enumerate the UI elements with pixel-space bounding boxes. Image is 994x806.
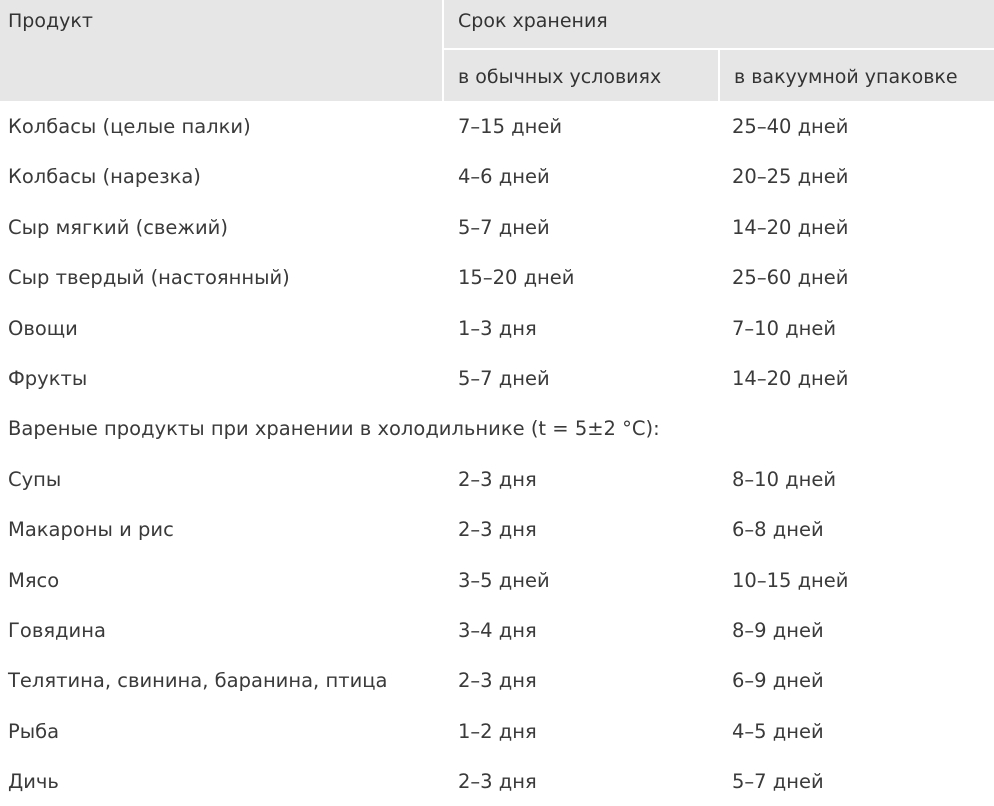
product-cell: Колбасы (нарезка) [8, 165, 201, 189]
table-row [0, 252, 994, 302]
table-row [0, 151, 994, 201]
normal-cell: 2–3 дня [458, 518, 537, 542]
table-row [0, 706, 994, 756]
normal-cell: 5–7 дней [458, 366, 550, 390]
vacuum-cell: 6–8 дней [732, 518, 824, 542]
header-vacuum-cell [720, 50, 994, 101]
vacuum-cell: 14–20 дней [732, 215, 849, 239]
vacuum-cell: 25–40 дней [732, 115, 849, 138]
product-cell: Телятина, свинина, баранина, птица [8, 669, 388, 693]
table-row [0, 555, 994, 605]
vacuum-cell: 7–10 дней [732, 316, 837, 340]
vacuum-cell: 8–9 дней [732, 618, 824, 642]
section-note: Вареные продукты при хранении в холодильнике (t = 5±2 °С): [8, 417, 660, 441]
product-cell: Макароны и рис [8, 518, 174, 542]
product-cell: Рыба [8, 719, 60, 743]
product-cell: Овощи [8, 316, 78, 340]
vacuum-cell: 14–20 дней [732, 366, 849, 390]
product-cell: Дичь [8, 770, 59, 794]
table-row [0, 504, 994, 554]
normal-cell: 2–3 дня [458, 770, 537, 794]
header-shelf-life-cell [444, 0, 994, 50]
table-row [0, 605, 994, 655]
product-cell: Сыр твердый (настоянный) [8, 266, 290, 290]
header-product-label: Продукт [8, 10, 93, 32]
table-row [0, 756, 994, 806]
header-shelf-life-label: Срок хранения [458, 10, 608, 32]
product-cell: Говядина [8, 618, 106, 642]
normal-cell: 2–3 дня [458, 669, 537, 693]
header-vacuum-label: в вакуумной упаковке [734, 66, 958, 88]
header-normal-cell [444, 50, 720, 101]
vacuum-cell: 8–10 дней [732, 467, 837, 491]
table-row [0, 303, 994, 353]
table-body [0, 101, 994, 806]
table-row [0, 655, 994, 705]
product-cell: Мясо [8, 568, 60, 592]
vacuum-cell: 4–5 дней [732, 719, 824, 743]
vacuum-cell: 10–15 дней [732, 568, 849, 592]
normal-cell: 4–6 дней [458, 165, 550, 189]
normal-cell: 3–4 дня [458, 618, 537, 642]
product-cell: Сыр мягкий (свежий) [8, 215, 228, 239]
product-cell: Фрукты [8, 366, 88, 390]
table-row [0, 101, 994, 151]
product-cell: Колбасы (целые палки) [8, 115, 251, 138]
table-header [0, 0, 994, 101]
table-row [0, 353, 994, 403]
normal-cell: 7–15 дней [458, 115, 563, 138]
header-normal-label: в обычных условиях [458, 66, 662, 88]
table-row [0, 202, 994, 252]
normal-cell: 1–3 дня [458, 316, 537, 340]
vacuum-cell: 6–9 дней [732, 669, 824, 693]
vacuum-cell: 20–25 дней [732, 165, 849, 189]
normal-cell: 3–5 дней [458, 568, 550, 592]
section-note-row [0, 403, 994, 453]
normal-cell: 2–3 дня [458, 467, 537, 491]
vacuum-cell: 25–60 дней [732, 266, 849, 290]
vacuum-cell: 5–7 дней [732, 770, 824, 794]
normal-cell: 5–7 дней [458, 215, 550, 239]
normal-cell: 1–2 дня [458, 719, 537, 743]
table-row [0, 454, 994, 504]
product-cell: Супы [8, 467, 62, 491]
normal-cell: 15–20 дней [458, 266, 575, 290]
header-product-cell [0, 0, 444, 101]
